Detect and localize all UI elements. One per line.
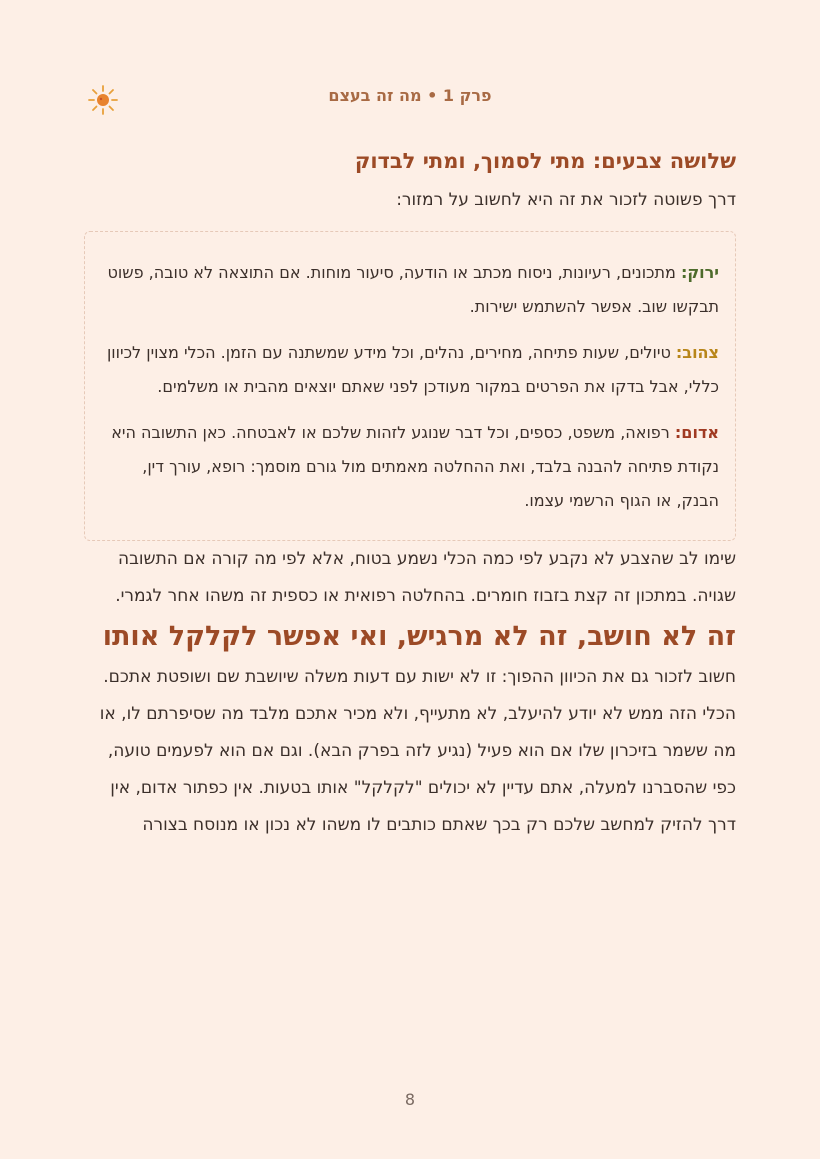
- callout-text-yellow: טיולים, שעות פתיחה, מחירים, נהלים, וכל מידע שמשתנה עם הזמן. הכלי מצוין לכיוון כללי, אבל בדקו את הפרטים במקור מעודכן לפני שאתם יוצאים מהבית או משלמים.: [106, 343, 719, 396]
- running-header: פרק 1 • מה זה בעצם: [328, 86, 492, 105]
- intro-paragraph: דרך פשוטה לזכור את זה היא לחשוב על רמזור:: [396, 190, 736, 210]
- page-number: 8: [404, 1090, 416, 1109]
- note-paragraph: שימו לב שהצבע לא נקבע לפי כמה הכלי נשמע בטוח, אלא לפי מה קורה אם התשובה שגויה. במתכון זה קצת בזבוז חומרים. בהחלטה רפואית או כספית זה משהו אחר לגמרי.: [115, 549, 736, 606]
- callout-text-green: מתכונים, רעיונות, ניסוח מכתב או הודעה, סיעור מוחות. אם התוצאה לא טובה, פשוט תבקשו שוב. אפשר להשתמש ישירות.: [107, 263, 719, 316]
- label-yellow: צהוב:: [675, 343, 719, 362]
- section-title-traffic-light: שלושה צבעים: מתי לסמוך, ומתי לבדוק: [354, 149, 736, 173]
- section-title-not-thinking: זה לא חושב, זה לא מרגיש, ואי אפשר לקלקל אותו: [102, 621, 736, 652]
- body-paragraph: חשוב לזכור גם את הכיוון ההפוך: זו לא ישות עם דעות משלה שיושבת שם ושופטת אתכם. הכלי הזה ממש לא יודע להיעלב, לא מתעייף, ולא מכיר אתכם מלבד מה שסיפרתם לו, או מה ששמר בזיכרון שלו אם הוא פעיל (נגיע לזה בפרק הבא). וגם אם הוא לפעמים טועה, כפי שהסברנו למעלה, אתם עדיין לא יכולים "לקלקל" אותו בטעות. אין כפתור אדום, אין דרך להזיק למחשב שלכם רק בכך שאתם כותבים לו משהו לא נכון או מנוסח בצורה: [99, 667, 736, 835]
- label-red: אדום:: [674, 423, 719, 442]
- callout-item-yellow: [101, 336, 719, 404]
- traffic-light-callout: [84, 231, 736, 541]
- callout-item-red: [101, 416, 719, 518]
- sun-icon: [87, 84, 119, 116]
- callout-item-green: [101, 256, 719, 324]
- callout-text-red: רפואה, משפט, כספים, וכל דבר שנוגע לזהות שלכם או לאבטחה. כאן התשובה היא נקודת פתיחה להבנה בלבד, ואת ההחלטה מאמתים מול גורם מוסמך: רופא, עורך דין, הבנק, או הגוף הרשמי עצמו.: [111, 423, 719, 510]
- main-content: [84, 140, 736, 844]
- label-green: ירוק:: [680, 263, 719, 282]
